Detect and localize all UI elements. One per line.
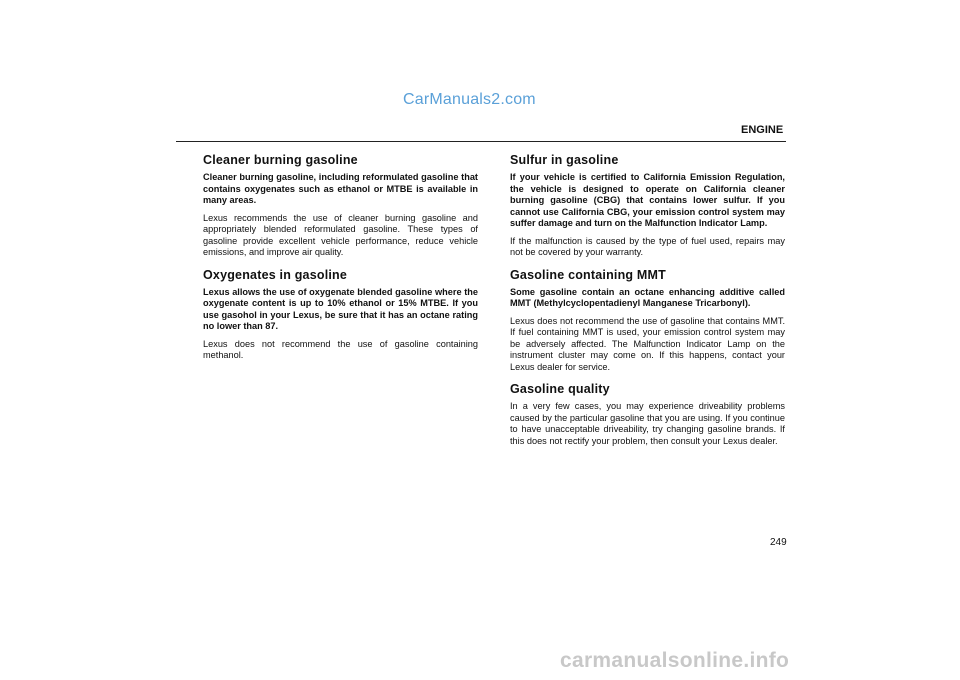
section-title: Cleaner burning gasoline: [203, 153, 358, 167]
section-cleaner-burning: [203, 153, 478, 259]
section-title: Sulfur in gasoline: [510, 153, 619, 167]
section-oxygenates: [203, 268, 478, 362]
section-gasoline-quality: [510, 382, 785, 447]
section-body: If the malfunction is caused by the type of fuel used, repairs may not be covered by your warranty.: [510, 235, 785, 257]
header-rule: [176, 141, 786, 142]
section-lead: Lexus allows the use of oxygenate blended gasoline where the oxygenate content is up to 10% ethanol or 15% MTBE. If you use gasohol in your Lexus, be sure that it has an octane rating no lower than 87.: [203, 286, 478, 331]
right-column: [510, 153, 785, 456]
watermark-site-bottom: carmanualsonline.info: [560, 649, 790, 672]
section-sulfur: [510, 153, 785, 259]
section-lead: Cleaner burning gasoline, including reformulated gasoline that contains oxygenates such as ethanol or MTBE is available in many areas.: [203, 172, 478, 205]
section-lead: Some gasoline contain an octane enhancing additive called MMT (Methylcyclopentadienyl Manganese Tricarbonyl).: [510, 286, 785, 308]
section-lead: If your vehicle is certified to California Emission Regulation, the vehicle is designed to operate on California cleaner burning gasoline (CBG) that contains lower sulfur. If you cannot use California CBG, your emission control system may suffer damage and turn on the Malfunction Indicator Lamp.: [510, 172, 785, 228]
left-column: [203, 153, 478, 371]
section-title: Gasoline quality: [510, 382, 610, 396]
section-body: In a very few cases, you may experience driveability problems caused by the particular gasoline that you are using. If you continue to have unacceptable driveability, try changing gasoline brands. If this does not rectify your problem, then consult your Lexus dealer.: [510, 401, 785, 446]
section-body: Lexus recommends the use of cleaner burning gasoline and appropriately blended reformulated gasoline. These types of gasoline provide excellent vehicle performance, reduce vehicle emissions, and improve air quality.: [203, 212, 478, 257]
section-body: Lexus does not recommend the use of gasoline containing methanol.: [203, 338, 478, 360]
watermark-logo-top: CarManuals2.com: [403, 91, 536, 108]
section-title: Oxygenates in gasoline: [203, 267, 348, 282]
section-header: ENGINE: [741, 124, 784, 136]
section-title: Gasoline containing MMT: [510, 267, 666, 282]
section-body: Lexus does not recommend the use of gasoline that contains MMT. If fuel containing MMT is used, your emission control system may be adversely affected. The Malfunction Indicator Lamp on the instrument cluster may come on. If this happens, contact your Lexus dealer for service.: [510, 315, 785, 372]
section-mmt: [510, 268, 785, 374]
page-number: 249: [770, 537, 787, 548]
